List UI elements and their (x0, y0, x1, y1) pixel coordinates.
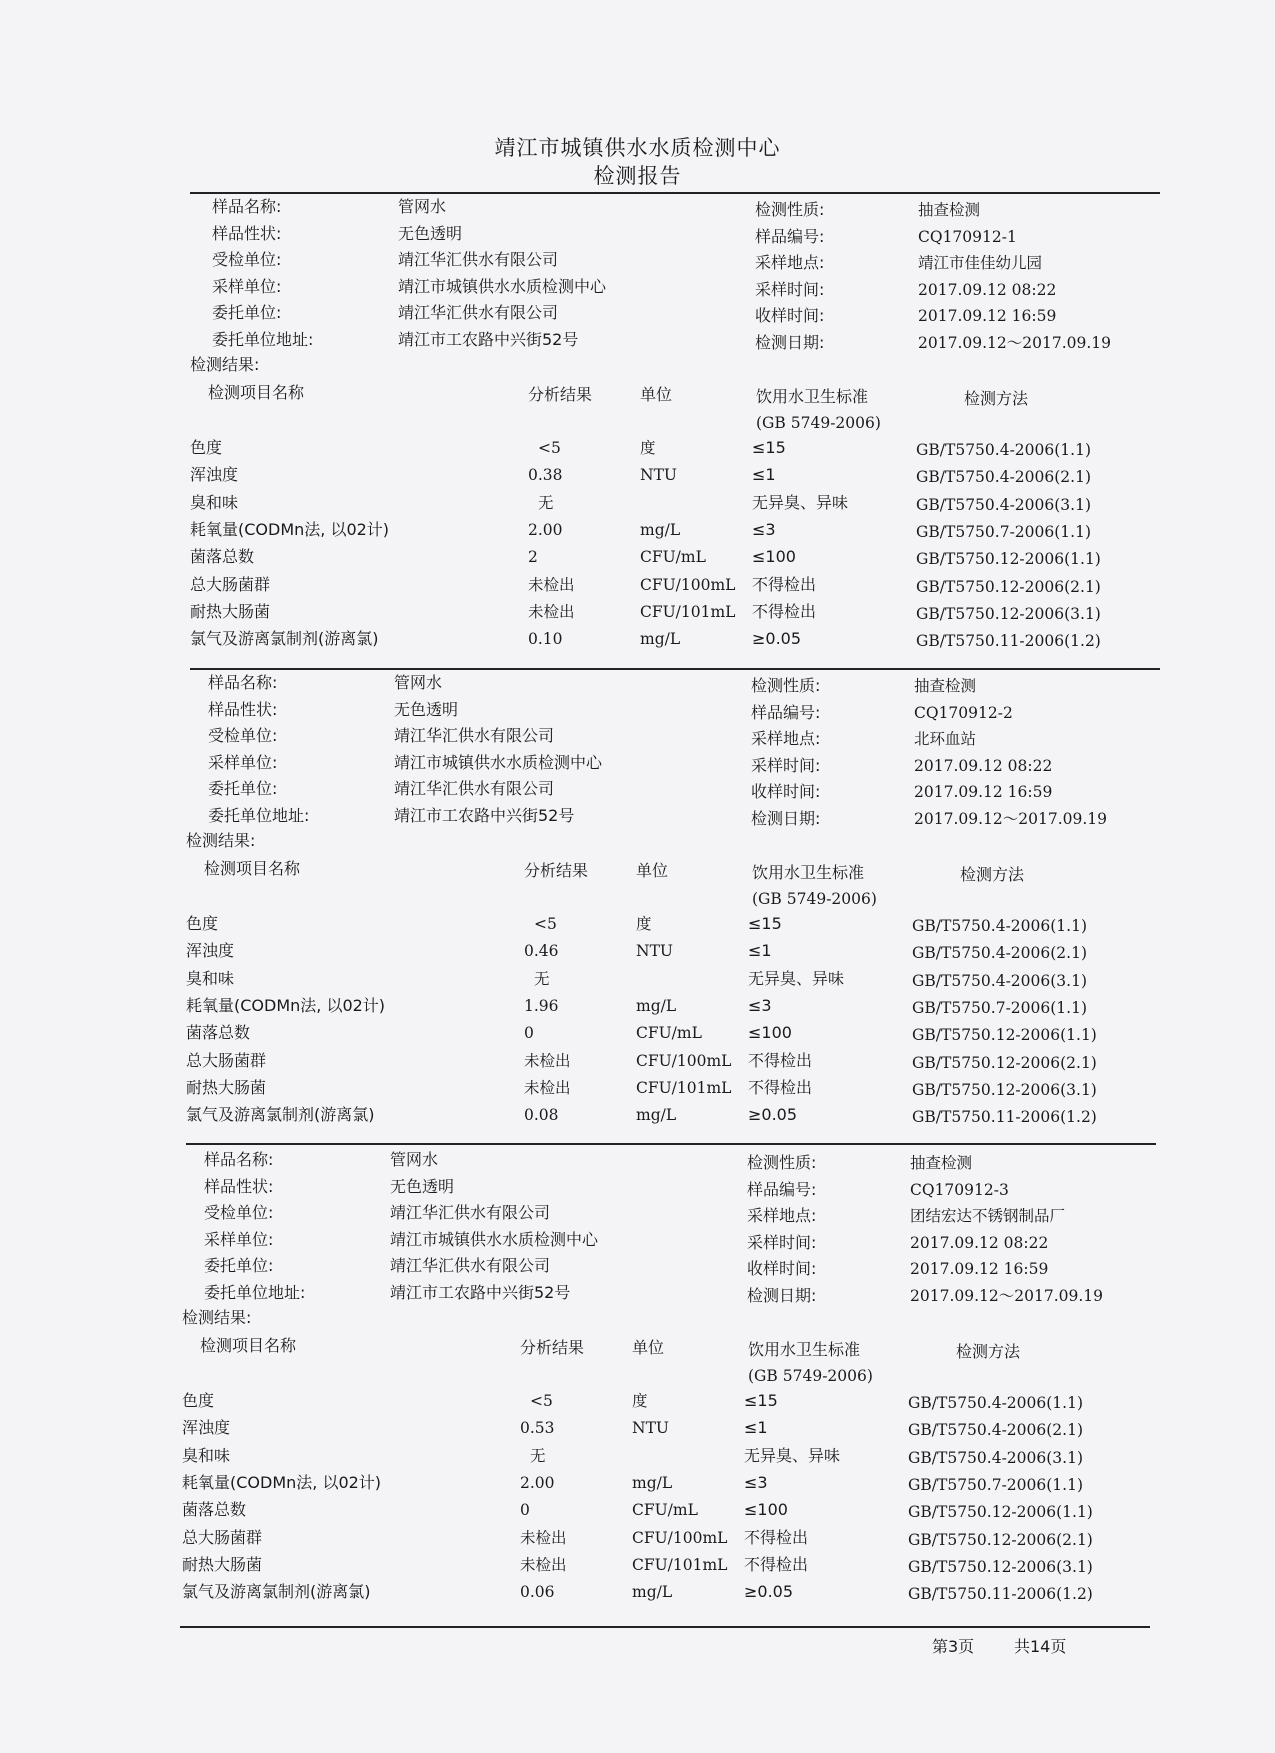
result-method: GB/T5750.12-2006(2.1) (916, 577, 1101, 596)
result-method: GB/T5750.11-2006(1.2) (912, 1108, 1097, 1127)
result-standard: 无异臭、异味 (744, 1445, 841, 1465)
result-method: GB/T5750.12-2006(3.1) (908, 1557, 1093, 1576)
col-header-result: 分析结果 (520, 1338, 585, 1357)
result-unit: CFU/100mL (640, 575, 736, 594)
meta-value-tdate: 2017.09.12～2017.09.19 (918, 334, 1111, 352)
result-method: GB/T5750.12-2006(3.1) (916, 604, 1101, 623)
result-item-name: 耗氧量(CODMn法, 以02计) (186, 995, 386, 1015)
page-total: 共14页 (1014, 1637, 1067, 1656)
result-method: GB/T5750.7-2006(1.1) (912, 998, 1087, 1017)
result-item-name: 色度 (182, 1391, 215, 1410)
meta-value-inspected: 靖江华汇供水有限公司 (398, 250, 559, 269)
col-header-item: 检测项目名称 (204, 859, 301, 878)
result-method: GB/T5750.4-2006(3.1) (912, 971, 1087, 990)
result-unit: 度 (632, 1392, 648, 1410)
meta-value-rtime: 2017.09.12 16:59 (918, 307, 1057, 325)
result-value: 未检出 (524, 1078, 571, 1097)
meta-value-client: 靖江华汇供水有限公司 (394, 779, 555, 798)
result-item-name: 菌落总数 (190, 547, 255, 567)
page-number: 第3页 (932, 1637, 975, 1656)
result-unit: mg/L (632, 1473, 673, 1492)
result-standard: ≥0.05 (748, 1105, 798, 1125)
result-value: 无 (538, 493, 554, 512)
result-standard: 不得检出 (752, 574, 817, 594)
meta-label-sampling-unit: 采样单位: (208, 753, 278, 772)
bottom-rule (180, 1626, 1150, 1628)
result-item-name: 菌落总数 (182, 1500, 247, 1520)
result-method: GB/T5750.12-2006(1.1) (912, 1026, 1097, 1045)
result-value: 0 (524, 1024, 534, 1043)
meta-label-receive-time: 收样时间: (755, 306, 825, 325)
meta-label-inspected-unit: 受检单位: (212, 250, 282, 269)
meta-label-client-address: 委托单位地址: (204, 1283, 306, 1302)
meta-value-rtime: 2017.09.12 16:59 (914, 783, 1053, 801)
result-value: 未检出 (520, 1528, 567, 1547)
result-item-name: 总大肠菌群 (186, 1050, 267, 1070)
meta-label-test-date: 检测日期: (747, 1286, 817, 1305)
meta-label-sample-no: 样品编号: (751, 703, 821, 722)
meta-value-tdate: 2017.09.12～2017.09.19 (914, 810, 1107, 828)
result-method: GB/T5750.4-2006(3.1) (908, 1448, 1083, 1467)
meta-label-sampling-time: 采样时间: (751, 756, 821, 775)
result-method: GB/T5750.4-2006(2.1) (912, 944, 1087, 963)
result-unit: mg/L (632, 1583, 673, 1602)
result-item-name: 氯气及游离氯制剂(游离氯) (190, 629, 379, 649)
result-item-name: 耐热大肠菌 (182, 1554, 263, 1574)
result-item-name: 耗氧量(CODMn法, 以02计) (190, 519, 390, 539)
report-title: 检测报告 (593, 164, 682, 188)
meta-label-sample-state: 样品性状: (204, 1177, 274, 1196)
result-item-name: 浑浊度 (186, 941, 235, 961)
result-value: 未检出 (520, 1555, 567, 1574)
col-header-method: 检测方法 (964, 389, 1029, 408)
col-header-item: 检测项目名称 (200, 1336, 297, 1355)
col-header-standard: 饮用水卫生标准 (756, 387, 869, 406)
meta-label-test-nature: 检测性质: (747, 1153, 817, 1172)
result-method: GB/T5750.4-2006(1.1) (916, 441, 1091, 459)
result-standard: ≤100 (744, 1500, 788, 1520)
meta-value-rtime: 2017.09.12 16:59 (910, 1260, 1049, 1278)
result-method: GB/T5750.12-2006(2.1) (912, 1053, 1097, 1072)
result-method: GB/T5750.12-2006(3.1) (912, 1080, 1097, 1099)
result-standard: ≤1 (744, 1418, 768, 1438)
result-unit: CFU/101mL (632, 1555, 728, 1574)
result-unit: mg/L (636, 996, 677, 1015)
meta-value-name: 管网水 (398, 197, 447, 216)
meta-label-test-date: 检测日期: (755, 333, 825, 352)
col-header-method: 检测方法 (956, 1342, 1021, 1361)
result-standard: ≤15 (752, 438, 786, 457)
divider-rule-1 (190, 668, 1160, 670)
result-item-name: 浑浊度 (190, 465, 239, 485)
result-method: GB/T5750.4-2006(2.1) (908, 1421, 1083, 1440)
meta-label-sampling-unit: 采样单位: (212, 277, 282, 296)
result-item-name: 臭和味 (190, 492, 239, 512)
result-value: 0.53 (520, 1419, 555, 1438)
result-item-name: 耐热大肠菌 (186, 1077, 267, 1097)
result-value: 2 (528, 548, 538, 567)
result-standard: 不得检出 (744, 1527, 809, 1547)
result-method: GB/T5750.12-2006(1.1) (908, 1503, 1093, 1522)
result-method: GB/T5750.4-2006(1.1) (912, 917, 1087, 935)
result-standard: ≤3 (752, 519, 776, 539)
result-item-name: 色度 (186, 914, 219, 933)
result-value: 2.00 (520, 1473, 555, 1492)
result-unit: NTU (640, 466, 677, 485)
result-value: 无 (530, 1446, 546, 1465)
meta-value-state: 无色透明 (394, 700, 459, 719)
result-unit: CFU/101mL (636, 1078, 732, 1097)
meta-value-address: 靖江市工农路中兴街52号 (394, 806, 575, 825)
meta-label-sample-state: 样品性状: (208, 700, 278, 719)
result-unit: 度 (640, 439, 656, 457)
result-item-name: 总大肠菌群 (190, 574, 271, 594)
result-method: GB/T5750.4-2006(3.1) (916, 495, 1091, 514)
result-unit: CFU/101mL (640, 602, 736, 621)
meta-label-test-nature: 检测性质: (751, 676, 821, 695)
result-method: GB/T5750.12-2006(2.1) (908, 1530, 1093, 1549)
result-value: 0.38 (528, 466, 563, 485)
result-item-name: 氯气及游离氯制剂(游离氯) (186, 1105, 375, 1125)
result-method: GB/T5750.12-2006(1.1) (916, 550, 1101, 569)
meta-label-client-address: 委托单位地址: (208, 806, 310, 825)
result-standard: ≤1 (748, 941, 772, 961)
result-standard: 不得检出 (752, 601, 817, 621)
meta-label-sampling-site: 采样地点: (751, 729, 821, 748)
meta-label-sample-name: 样品名称: (212, 197, 282, 216)
meta-label-receive-time: 收样时间: (747, 1259, 817, 1278)
meta-value-sampler: 靖江市城镇供水水质检测中心 (398, 277, 607, 296)
result-value: 1.96 (524, 996, 559, 1015)
results-label: 检测结果: (182, 1308, 252, 1327)
meta-value-inspected: 靖江华汇供水有限公司 (394, 726, 555, 745)
result-value: <5 (538, 439, 561, 457)
result-value: 未检出 (528, 575, 575, 594)
meta-value-sampler: 靖江市城镇供水水质检测中心 (390, 1230, 599, 1249)
meta-label-sample-no: 样品编号: (755, 227, 825, 246)
col-header-standard: 饮用水卫生标准 (752, 863, 865, 882)
results-label: 检测结果: (186, 831, 256, 850)
col-header-standard-code: (GB 5749-2006) (756, 414, 881, 432)
result-unit: CFU/100mL (636, 1051, 732, 1070)
meta-value-no: CQ170912-3 (910, 1181, 1009, 1199)
meta-value-site: 靖江市佳佳幼儿园 (918, 254, 1043, 272)
result-unit: CFU/mL (636, 1024, 702, 1043)
meta-value-site: 团结宏达不锈钢制品厂 (910, 1207, 1066, 1225)
meta-value-client: 靖江华汇供水有限公司 (390, 1256, 551, 1275)
result-unit: mg/L (636, 1106, 677, 1125)
result-item-name: 浑浊度 (182, 1418, 231, 1438)
meta-label-sampling-time: 采样时间: (755, 280, 825, 299)
meta-value-no: CQ170912-1 (918, 228, 1017, 246)
result-standard: ≤1 (752, 465, 776, 485)
result-method: GB/T5750.7-2006(1.1) (916, 522, 1091, 541)
result-value: 0 (520, 1501, 530, 1520)
result-item-name: 耗氧量(CODMn法, 以02计) (182, 1472, 382, 1492)
meta-label-sampling-site: 采样地点: (755, 253, 825, 272)
meta-label-client-unit: 委托单位: (212, 303, 282, 322)
result-value: 0.10 (528, 630, 563, 649)
result-standard: ≤3 (748, 995, 772, 1015)
meta-label-sample-name: 样品名称: (204, 1150, 274, 1169)
meta-value-nature: 抽查检测 (910, 1154, 973, 1172)
result-standard: ≤100 (752, 547, 796, 567)
meta-value-name: 管网水 (390, 1150, 439, 1169)
col-header-unit: 单位 (632, 1338, 665, 1357)
meta-label-inspected-unit: 受检单位: (208, 726, 278, 745)
result-standard: 无异臭、异味 (748, 968, 845, 988)
result-standard: ≤100 (748, 1023, 792, 1043)
result-unit: CFU/100mL (632, 1528, 728, 1547)
result-value: <5 (534, 915, 557, 933)
result-unit: mg/L (640, 630, 681, 649)
meta-value-client: 靖江华汇供水有限公司 (398, 303, 559, 322)
result-value: 0.08 (524, 1106, 559, 1125)
result-standard: 无异臭、异味 (752, 492, 849, 512)
meta-value-address: 靖江市工农路中兴街52号 (398, 330, 579, 349)
meta-value-stime: 2017.09.12 08:22 (914, 757, 1053, 775)
meta-label-sample-no: 样品编号: (747, 1180, 817, 1199)
results-label: 检测结果: (190, 355, 260, 374)
meta-label-client-address: 委托单位地址: (212, 330, 314, 349)
result-value: 0.06 (520, 1583, 555, 1602)
meta-value-address: 靖江市工农路中兴街52号 (390, 1283, 571, 1302)
result-value: 无 (534, 969, 550, 988)
col-header-result: 分析结果 (524, 861, 589, 880)
result-method: GB/T5750.4-2006(1.1) (908, 1394, 1083, 1412)
result-item-name: 氯气及游离氯制剂(游离氯) (182, 1582, 371, 1602)
result-unit: CFU/mL (640, 548, 706, 567)
meta-value-inspected: 靖江华汇供水有限公司 (390, 1203, 551, 1222)
meta-value-stime: 2017.09.12 08:22 (910, 1234, 1049, 1252)
meta-label-sampling-time: 采样时间: (747, 1233, 817, 1252)
meta-label-test-date: 检测日期: (751, 809, 821, 828)
result-value: 未检出 (524, 1051, 571, 1070)
result-item-name: 耐热大肠菌 (190, 601, 271, 621)
result-standard: ≤15 (744, 1391, 778, 1410)
col-header-standard: 饮用水卫生标准 (748, 1340, 861, 1359)
result-standard: 不得检出 (748, 1077, 813, 1097)
result-unit: CFU/mL (632, 1501, 698, 1520)
meta-value-nature: 抽查检测 (918, 201, 981, 219)
result-value: 未检出 (528, 602, 575, 621)
meta-label-sampling-unit: 采样单位: (204, 1230, 274, 1249)
result-method: GB/T5750.4-2006(2.1) (916, 468, 1091, 487)
col-header-unit: 单位 (636, 861, 669, 880)
result-standard: 不得检出 (744, 1554, 809, 1574)
meta-label-receive-time: 收样时间: (751, 782, 821, 801)
meta-label-client-unit: 委托单位: (208, 779, 278, 798)
divider-rule-2 (186, 1143, 1156, 1145)
meta-value-stime: 2017.09.12 08:22 (918, 281, 1057, 299)
meta-label-sample-name: 样品名称: (208, 673, 278, 692)
meta-value-nature: 抽查检测 (914, 677, 977, 695)
col-header-unit: 单位 (640, 385, 673, 404)
result-item-name: 臭和味 (186, 968, 235, 988)
meta-value-site: 北环血站 (914, 730, 977, 748)
result-standard: 不得检出 (748, 1050, 813, 1070)
result-unit: NTU (632, 1419, 669, 1438)
col-header-standard-code: (GB 5749-2006) (748, 1367, 873, 1385)
result-method: GB/T5750.11-2006(1.2) (908, 1585, 1093, 1604)
meta-label-client-unit: 委托单位: (204, 1256, 274, 1275)
meta-value-no: CQ170912-2 (914, 704, 1013, 722)
meta-value-state: 无色透明 (390, 1177, 455, 1196)
result-item-name: 总大肠菌群 (182, 1527, 263, 1547)
result-standard: ≤3 (744, 1472, 768, 1492)
meta-value-tdate: 2017.09.12～2017.09.19 (910, 1287, 1103, 1305)
result-value: 0.46 (524, 942, 559, 961)
meta-label-test-nature: 检测性质: (755, 200, 825, 219)
result-value: <5 (530, 1392, 553, 1410)
meta-value-sampler: 靖江市城镇供水水质检测中心 (394, 753, 603, 772)
result-unit: 度 (636, 915, 652, 933)
meta-label-sample-state: 样品性状: (212, 224, 282, 243)
result-method: GB/T5750.7-2006(1.1) (908, 1475, 1083, 1494)
meta-value-name: 管网水 (394, 673, 443, 692)
result-value: 2.00 (528, 520, 563, 539)
result-method: GB/T5750.11-2006(1.2) (916, 632, 1101, 651)
result-standard: ≥0.05 (752, 629, 802, 649)
meta-label-sampling-site: 采样地点: (747, 1206, 817, 1225)
col-header-item: 检测项目名称 (208, 383, 305, 402)
result-item-name: 菌落总数 (186, 1023, 251, 1043)
meta-value-state: 无色透明 (398, 224, 463, 243)
result-unit: NTU (636, 942, 673, 961)
result-unit: mg/L (640, 520, 681, 539)
col-header-method: 检测方法 (960, 865, 1025, 884)
result-item-name: 色度 (190, 438, 223, 457)
result-standard: ≥0.05 (744, 1582, 794, 1602)
report-org-title: 靖江市城镇供水水质检测中心 (494, 136, 781, 160)
col-header-result: 分析结果 (528, 385, 593, 404)
result-standard: ≤15 (748, 914, 782, 933)
meta-label-inspected-unit: 受检单位: (204, 1203, 274, 1222)
result-item-name: 臭和味 (182, 1445, 231, 1465)
col-header-standard-code: (GB 5749-2006) (752, 890, 877, 908)
